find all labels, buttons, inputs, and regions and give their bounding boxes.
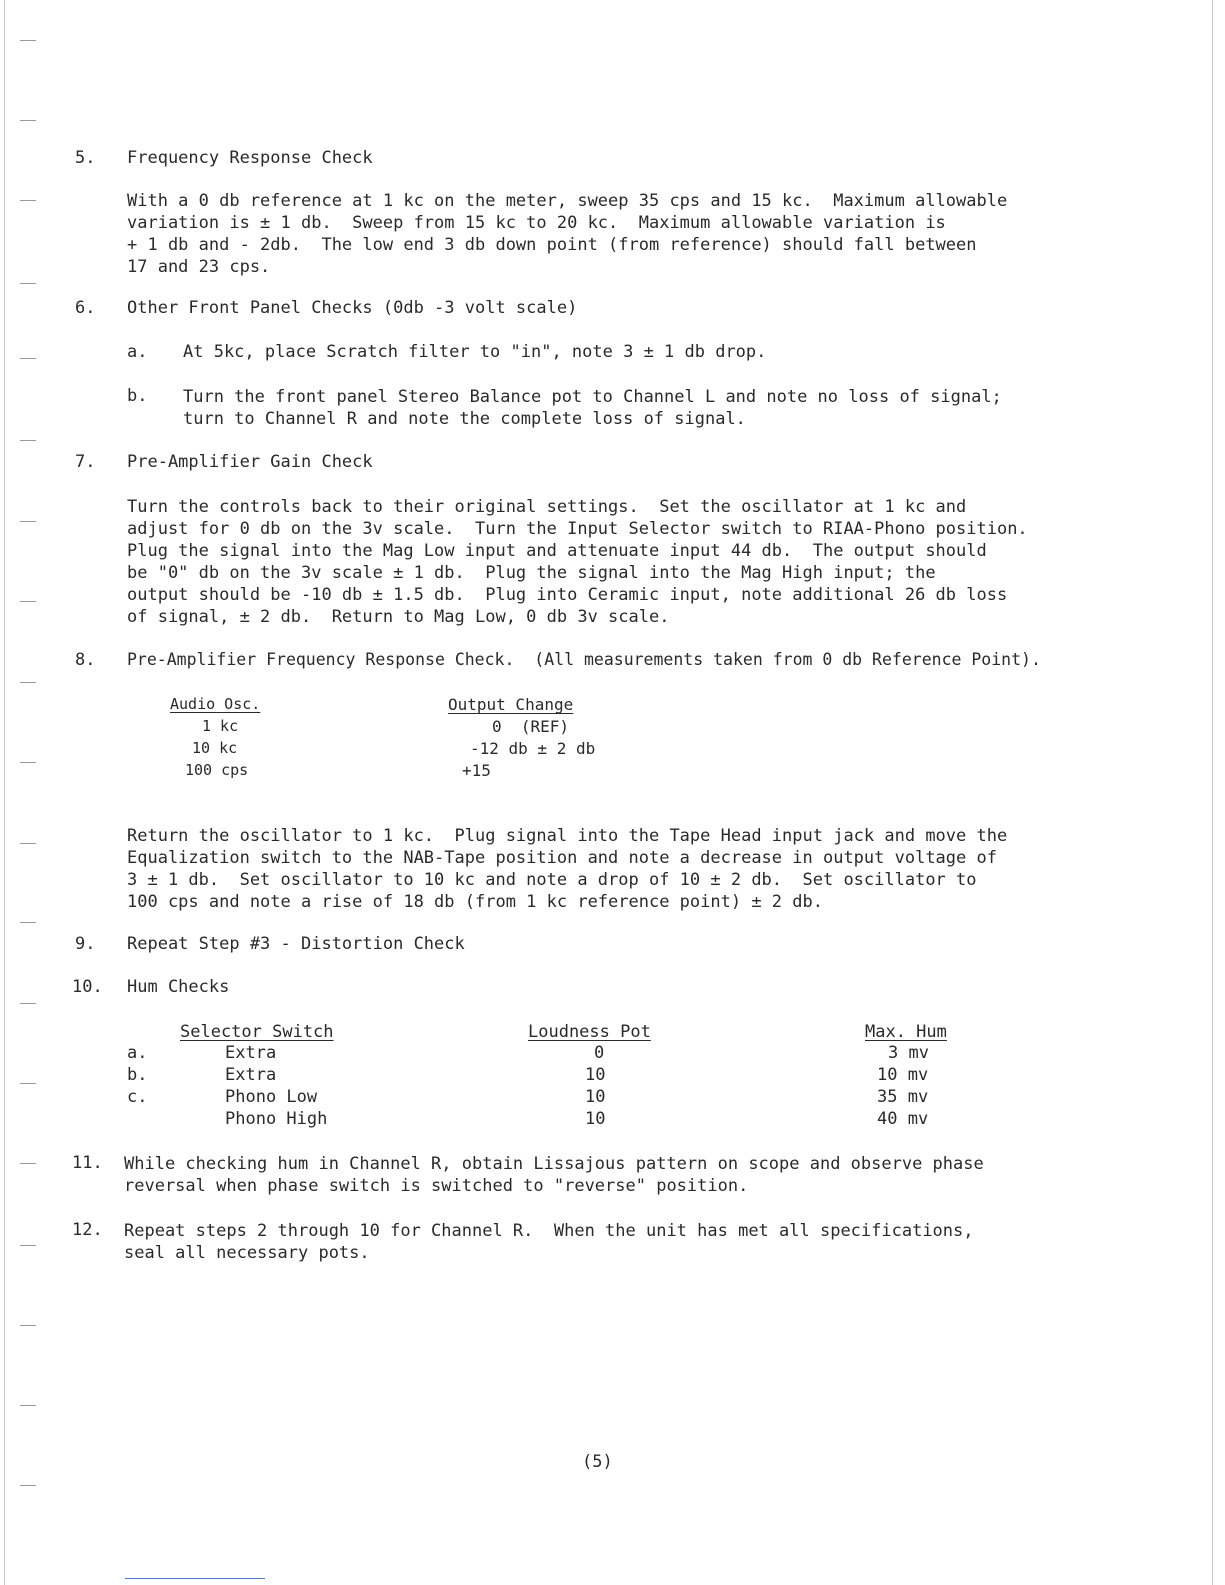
section-9-number: 9. (75, 934, 96, 954)
freq-table-osc-3: 100 cps (185, 761, 249, 779)
section-7-line-2: adjust for 0 db on the 3v scale. Turn the Input Selector switch to RIAA-Phono position. (127, 519, 1028, 539)
hum-row-max: 40 mv (877, 1109, 929, 1129)
hum-row-loudness: 0 (594, 1043, 605, 1063)
freq-table-change-2: -12 db ± 2 db (470, 739, 596, 758)
hum-row-max: 3 mv (888, 1043, 929, 1063)
freq-table-change-1: 0 (REF) (492, 717, 570, 736)
section-10-title: Hum Checks (127, 977, 230, 997)
right-margin-line (1212, 0, 1213, 1585)
section-6-number: 6. (75, 298, 96, 318)
margin-tick (20, 843, 36, 844)
margin-tick (20, 601, 36, 602)
section-8-line-2: Equalization switch to the NAB-Tape position and note a decrease in output voltage of (127, 848, 997, 868)
margin-tick (20, 1003, 36, 1004)
section-6b-line-1: Turn the front panel Stereo Balance pot to Channel L and note no loss of signal; (183, 387, 1002, 407)
section-8-number: 8. (75, 650, 96, 670)
section-10-number: 10. (72, 977, 103, 997)
margin-tick (20, 1325, 36, 1326)
freq-table-osc-1: 1 kc (202, 717, 239, 735)
margin-tick (20, 200, 36, 201)
freq-table-header-change: Output Change (448, 695, 574, 714)
margin-tick (20, 1163, 36, 1164)
margin-tick (20, 682, 36, 683)
section-5-title: Frequency Response Check (127, 148, 373, 168)
hum-row-loudness: 10 (585, 1109, 606, 1129)
hum-row-selector: Extra (225, 1043, 277, 1063)
section-7-line-4: be "0" db on the 3v scale ± 1 db. Plug the signal into the Mag High input; the (127, 563, 936, 583)
margin-tick (20, 358, 36, 359)
hum-row-label: c. (127, 1087, 148, 1107)
section-11-number: 11. (72, 1153, 103, 1173)
section-9-title: Repeat Step #3 - Distortion Check (127, 934, 465, 954)
section-6a-label: a. (127, 342, 148, 362)
section-6b-label: b. (127, 386, 148, 406)
margin-tick (20, 1405, 36, 1406)
margin-tick (20, 1485, 36, 1486)
margin-tick (20, 283, 36, 284)
margin-tick (20, 762, 36, 763)
left-margin-line (4, 0, 5, 1585)
margin-tick (20, 1245, 36, 1246)
section-5-line-3: + 1 db and - 2db. The low end 3 db down point (from reference) should fall between (127, 235, 977, 255)
section-5-line-1: With a 0 db reference at 1 kc on the meter, sweep 35 cps and 15 kc. Maximum allowable (127, 191, 1008, 211)
section-12-number: 12. (72, 1220, 103, 1240)
section-8-line-4: 100 cps and note a rise of 18 db (from 1 kc reference point) ± 2 db. (127, 892, 823, 912)
freq-table-change-3: +15 (462, 761, 491, 780)
bottom-divider (125, 1578, 265, 1579)
hum-table-header-loudness: Loudness Pot (528, 1022, 651, 1042)
hum-row-selector: Extra (225, 1065, 277, 1085)
section-7-line-5: output should be -10 db ± 1.5 db. Plug into Ceramic input, note additional 26 db loss (127, 585, 1008, 605)
section-12-line-2: seal all necessary pots. (124, 1243, 370, 1263)
margin-tick (20, 440, 36, 441)
section-7-title: Pre-Amplifier Gain Check (127, 452, 373, 472)
section-5-line-2: variation is ± 1 db. Sweep from 15 kc to 20 kc. Maximum allowable variation is (127, 213, 946, 233)
section-7-line-1: Turn the controls back to their original settings. Set the oscillator at 1 kc and (127, 497, 967, 517)
section-12-line-1: Repeat steps 2 through 10 for Channel R. When the unit has met all specifications, (124, 1221, 974, 1241)
section-8-title: Pre-Amplifier Frequency Response Check. (All measurements taken from 0 db Reference Point). (127, 650, 1041, 669)
freq-table-header-osc: Audio Osc. (170, 695, 261, 713)
freq-table-osc-2: 10 kc (192, 739, 238, 757)
hum-table-header-hum: Max. Hum (865, 1022, 947, 1042)
hum-row-max: 10 mv (877, 1065, 929, 1085)
margin-tick (20, 521, 36, 522)
hum-row-selector: Phono High (225, 1109, 328, 1129)
page-number: (5) (582, 1452, 613, 1472)
hum-row-loudness: 10 (585, 1087, 606, 1107)
section-8-line-1: Return the oscillator to 1 kc. Plug signal into the Tape Head input jack and move the (127, 826, 1008, 846)
section-11-line-2: reversal when phase switch is switched to "reverse" position. (124, 1176, 749, 1196)
hum-row-selector: Phono Low (225, 1087, 318, 1107)
hum-row-max: 35 mv (877, 1087, 929, 1107)
section-7-number: 7. (75, 452, 96, 472)
margin-tick (20, 1083, 36, 1084)
hum-table-header-selector: Selector Switch (180, 1022, 334, 1042)
hum-row-label: b. (127, 1065, 148, 1085)
section-8-line-3: 3 ± 1 db. Set oscillator to 10 kc and note a drop of 10 ± 2 db. Set oscillator to (127, 870, 977, 890)
section-6-title: Other Front Panel Checks (0db -3 volt scale) (127, 298, 578, 318)
margin-tick (20, 40, 36, 41)
section-7-line-3: Plug the signal into the Mag Low input and attenuate input 44 db. The output should (127, 541, 987, 561)
section-5-line-4: 17 and 23 cps. (127, 257, 271, 277)
hum-row-loudness: 10 (585, 1065, 606, 1085)
margin-tick (20, 120, 36, 121)
section-6a-text: At 5kc, place Scratch filter to "in", note 3 ± 1 db drop. (183, 342, 767, 362)
hum-row-label: a. (127, 1043, 148, 1063)
section-6b-line-2: turn to Channel R and note the complete loss of signal. (183, 409, 746, 429)
section-11-line-1: While checking hum in Channel R, obtain Lissajous pattern on scope and observe phase (124, 1154, 984, 1174)
section-7-line-6: of signal, ± 2 db. Return to Mag Low, 0 db 3v scale. (127, 607, 670, 627)
section-5-number: 5. (75, 148, 96, 168)
margin-tick (20, 922, 36, 923)
